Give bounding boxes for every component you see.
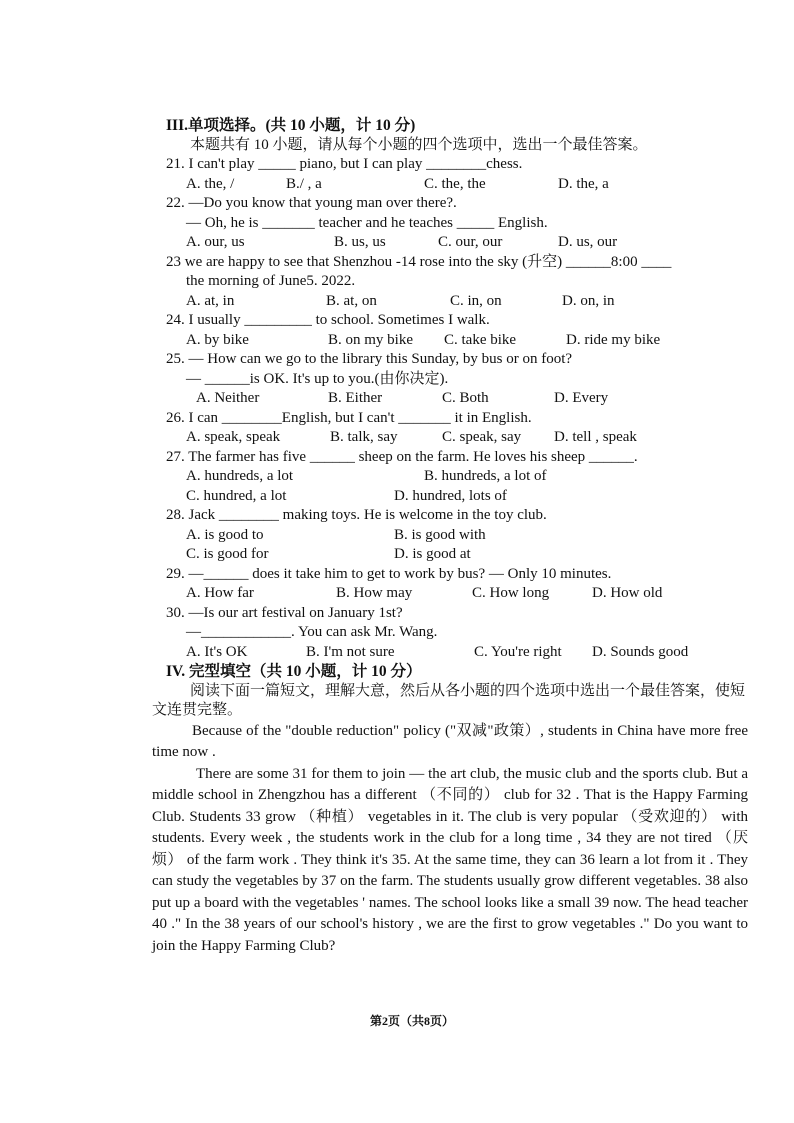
page-number: 第2页（共8页）: [370, 1014, 455, 1028]
option-b: B. is good with: [394, 526, 486, 543]
option-c: C. our, our: [438, 234, 503, 250]
section3-instruction: 本题共有 10 小题，请从每个小题的四个选项中，选出一个最佳答案。: [190, 136, 648, 153]
option-c: C. Both: [442, 390, 489, 406]
option-d: D. hundred, lots of: [394, 487, 507, 504]
question-options: [186, 428, 748, 448]
option-a: A. How far: [186, 585, 254, 601]
option-a: A. our, us: [186, 234, 245, 250]
option-a: A. the, /: [186, 175, 235, 192]
question-options: [186, 545, 748, 565]
question-stem-line2: — ______is OK. It's up to you.(由你决定).: [186, 370, 449, 387]
question-stem: 22. —Do you know that young man over there?.: [166, 195, 457, 211]
passage-paragraph: There are some 31 for them to join — the art club, the music club and the sports club. But a middle school in Zhengzhou has a different （不同的） club for 32 . That is the Happy Farming Club. Students 33 grow （种植） vegetables in it. The club is very popular （受欢迎的） with students. Every week , the students work in the club for a long time , 34 they are not tired （厌烦） of the farm work . They think it's 35. At the same time, they can 36 learn a lot from it . They can study the vegetables by 37 on the farm. The students usually grow different vegetables. 38 also put up a board with the vegetables ' names. The school looks like a small 39 now. The head teacher 40 ." In the 38 years of our school's history , we are the first to grow vegetables ." Do you want to join the Happy Farming Club?: [152, 765, 748, 954]
option-c: C. hundred, a lot: [186, 487, 287, 504]
question-options: [186, 526, 748, 546]
option-b: B. hundreds, a lot of: [424, 468, 547, 484]
option-d: D. tell , speak: [554, 429, 637, 445]
question-stem: 23 we are happy to see that Shenzhou -14 rose into the sky (升空) ______8:00 ____: [166, 253, 672, 270]
option-b: B. at, on: [326, 292, 377, 309]
option-d: D. Sounds good: [592, 643, 689, 660]
question-options: [186, 389, 748, 409]
option-c: C. the, the: [424, 175, 486, 192]
question-stem: 29. —______ does it take him to get to work by bus? — Only 10 minutes.: [166, 565, 612, 582]
option-a: A. speak, speak: [186, 429, 281, 445]
question-options: [186, 487, 748, 507]
option-a: A. by bike: [186, 331, 249, 348]
option-b: B. Either: [328, 390, 383, 406]
option-d: D. us, our: [558, 234, 618, 250]
option-c: C. You're right: [474, 643, 562, 660]
question-stem: 26. I can ________English, but I can't _______ it in English.: [166, 409, 532, 426]
passage-paragraph: Because of the "double reduction" policy ("双减"政策）, students in China have more free time now .: [152, 722, 748, 760]
option-c: C. is good for: [186, 546, 269, 562]
option-d: D. Every: [554, 390, 609, 406]
option-d: D. ride my bike: [566, 331, 661, 348]
question-options: [186, 643, 748, 663]
option-a: A. Neither: [196, 390, 260, 406]
option-b: B. on my bike: [328, 331, 413, 348]
option-d: D. is good at: [394, 546, 471, 562]
cloze-passage: [152, 721, 748, 958]
question-stem: 25. — How can we go to the library this Sunday, by bus or on foot?: [166, 351, 573, 367]
question-options: [186, 584, 748, 604]
question-stem: 30. —Is our art festival on January 1st?: [166, 604, 403, 621]
section4-instruction: 阅读下面一篇短文，理解大意，然后从各小题的四个选项中选出一个最佳答案，使短文连贯完整。: [152, 682, 746, 718]
option-c: C. in, on: [450, 292, 502, 309]
question-stem-line2: —____________. You can ask Mr. Wang.: [186, 624, 438, 640]
question-stem: 28. Jack ________ making toys. He is welcome in the toy club.: [166, 507, 547, 523]
option-a: A. It's OK: [186, 643, 248, 660]
question-stem: 21. I can't play _____ piano, but I can play ________chess.: [166, 156, 523, 172]
question-options: [186, 467, 748, 487]
question-stem: 27. The farmer has five ______ sheep on the farm. He loves his sheep ______.: [166, 448, 638, 465]
option-c: C. speak, say: [442, 429, 522, 445]
option-a: A. is good to: [186, 526, 264, 543]
question-stem-line2: — Oh, he is _______ teacher and he teaches _____ English.: [186, 214, 548, 231]
question-options: [186, 175, 748, 195]
option-a: A. at, in: [186, 292, 235, 309]
option-b: B. I'm not sure: [306, 643, 395, 660]
section4-title: IV. 完型填空（共 10 小题，计 10 分）: [166, 663, 422, 680]
option-b: B./ , a: [286, 175, 322, 192]
exam-page: [148, 116, 748, 957]
question-stem: 24. I usually _________ to school. Sometimes I walk.: [166, 312, 490, 328]
option-b: B. us, us: [334, 234, 386, 250]
section3-title: III.单项选择。(共 10 小题，计 10 分): [166, 117, 416, 134]
option-b: B. How may: [336, 585, 413, 601]
option-d: D. the, a: [558, 175, 609, 192]
option-c: C. take bike: [444, 331, 517, 348]
option-d: D. on, in: [562, 292, 615, 309]
option-b: B. talk, say: [330, 429, 398, 445]
option-d: D. How old: [592, 585, 663, 601]
question-options: [186, 292, 748, 312]
option-c: C. How long: [472, 585, 550, 601]
question-stem-line2: the morning of June5. 2022.: [186, 273, 356, 289]
question-options: [186, 233, 748, 253]
question-options: [186, 331, 748, 351]
option-a: A. hundreds, a lot: [186, 468, 294, 484]
